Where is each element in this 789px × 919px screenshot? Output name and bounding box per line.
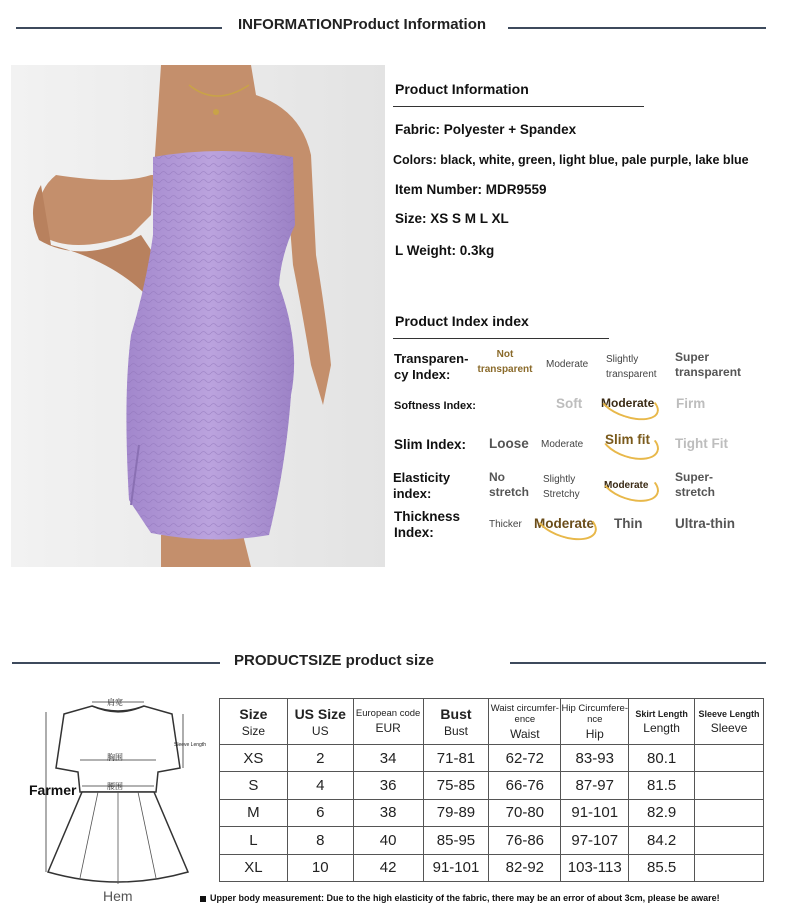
table-cell: XS: [220, 745, 288, 772]
column-header: Bust Bust: [423, 699, 489, 745]
table-row: [220, 827, 764, 854]
elasticity-option-moderate: Moderate: [604, 480, 649, 491]
slim-option-loose: Loose: [489, 436, 529, 451]
size-table-header: [220, 699, 764, 745]
table-cell: [695, 772, 764, 799]
thickness-option-ultra-thin: Ultra-thin: [675, 516, 735, 531]
softness-option-firm: Firm: [676, 396, 706, 411]
table-cell: 83-93: [561, 745, 629, 772]
table-row: [220, 799, 764, 826]
size-text: Size: XS S M L XL: [395, 211, 509, 226]
table-cell: 40: [353, 827, 423, 854]
table-cell: 36: [353, 772, 423, 799]
note-text: Upper body measurement: Due to the high elasticity of the fabric, there may be an error of about 3cm, please be aware!: [210, 893, 720, 903]
table-cell: 10: [287, 854, 353, 881]
column-header: Size Size: [220, 699, 288, 745]
table-cell: 87-97: [561, 772, 629, 799]
table-cell: 34: [353, 745, 423, 772]
bust-label: 胸围: [107, 753, 123, 762]
item-number-text: Item Number: MDR9559: [395, 182, 547, 197]
table-cell: 103-113: [561, 854, 629, 881]
column-header: European code EUR: [353, 699, 423, 745]
slim-option-moderate: Moderate: [541, 439, 584, 450]
column-header: US Size US: [287, 699, 353, 745]
softness-option-soft: Soft: [556, 396, 583, 411]
slim-label: Slim Index:: [394, 437, 467, 452]
table-cell: [695, 799, 764, 826]
transparency-option-not-transparent: Not transparent: [477, 349, 533, 375]
table-cell: 6: [287, 799, 353, 826]
transparency-option-super-transparent: Super transparent: [675, 350, 742, 379]
table-cell: L: [220, 827, 288, 854]
farmer-label: Farmer: [29, 782, 77, 798]
index-heading-rule: [393, 338, 609, 339]
elasticity-option-super-stretch: Super-stretch: [675, 470, 716, 499]
table-cell: 8: [287, 827, 353, 854]
table-cell: 84.2: [629, 827, 695, 854]
page-title: INFORMATIONProduct Information: [238, 16, 487, 33]
thickness-option-moderate: Moderate: [534, 516, 595, 531]
table-cell: 79-89: [423, 799, 489, 826]
info-heading: Product Information: [395, 81, 529, 97]
table-cell: 85-95: [423, 827, 489, 854]
elasticity-label: Elasticity index:: [393, 470, 451, 501]
info-heading-rule: [393, 106, 644, 107]
product-photo: [11, 65, 385, 567]
dress-model-image: [11, 65, 385, 567]
elasticity-highlight: [597, 460, 664, 509]
table-cell: 62-72: [489, 745, 561, 772]
elasticity-option-slightly-stretchy: Slightly Stretchy: [543, 474, 580, 500]
column-header: Skirt Length Length: [629, 699, 695, 745]
index-heading: Product Index index: [395, 313, 529, 329]
table-cell: 97-107: [561, 827, 629, 854]
softness-option-moderate: Moderate: [601, 396, 655, 410]
note-bullet: [200, 896, 206, 902]
transparency-option-moderate: Moderate: [546, 359, 589, 370]
table-cell: 76-86: [489, 827, 561, 854]
column-header: Sleeve Length Sleeve: [695, 699, 764, 745]
fabric-text: Fabric: Polyester + Spandex: [395, 122, 577, 137]
table-cell: XL: [220, 854, 288, 881]
table-cell: [695, 854, 764, 881]
table-cell: 80.1: [629, 745, 695, 772]
hem-label: Hem: [103, 888, 133, 904]
table-cell: S: [220, 772, 288, 799]
thickness-option-thin: Thin: [614, 516, 643, 531]
header-rule-left: [16, 27, 222, 29]
waist-label: 腰围: [107, 782, 123, 791]
thickness-highlight: [531, 497, 602, 547]
table-cell: M: [220, 799, 288, 826]
slim-highlight: [597, 418, 664, 467]
table-cell: 66-76: [489, 772, 561, 799]
table-cell: 75-85: [423, 772, 489, 799]
size-table: [219, 698, 764, 882]
thickness-option-thicker: Thicker: [489, 519, 522, 530]
measurement-note: [200, 893, 720, 903]
column-header: Waist circumfer-ence Waist: [489, 699, 561, 745]
table-row: [220, 745, 764, 772]
thickness-label: Thickness Index:: [394, 509, 461, 540]
table-cell: 42: [353, 854, 423, 881]
table-cell: [695, 745, 764, 772]
transparency-label: Transparen-cy Index:: [394, 351, 469, 382]
table-cell: 85.5: [629, 854, 695, 881]
table-cell: 70-80: [489, 799, 561, 826]
colors-text: Colors: black, white, green, light blue, pale purple, lake blue: [393, 153, 749, 167]
softness-label: Softness Index:: [394, 400, 476, 412]
table-cell: 91-101: [423, 854, 489, 881]
size-header-rule-left: [12, 662, 220, 664]
table-row: [220, 854, 764, 881]
slim-option-tight-fit: Tight Fit: [675, 436, 728, 451]
table-row: [220, 772, 764, 799]
table-cell: 2: [287, 745, 353, 772]
column-header: Hip Circumfere-nce Hip: [561, 699, 629, 745]
header-rule-right: [508, 27, 766, 29]
slim-option-slim-fit: Slim fit: [605, 432, 651, 447]
shoulder-label: 肩宽: [107, 698, 123, 707]
sleeve-label: Sleeve Length: [174, 742, 206, 748]
table-cell: 82-92: [489, 854, 561, 881]
weight-text: L Weight: 0.3kg: [395, 243, 495, 258]
size-section-title: PRODUCTSIZE product size: [234, 652, 435, 669]
table-cell: 91-101: [561, 799, 629, 826]
table-cell: 82.9: [629, 799, 695, 826]
elasticity-option-no-stretch: No stretch: [489, 470, 530, 499]
size-header-rule-right: [510, 662, 766, 664]
table-cell: 71-81: [423, 745, 489, 772]
transparency-option-slightly-transparent: Slightly transparent: [606, 354, 657, 380]
table-cell: [695, 827, 764, 854]
table-cell: 81.5: [629, 772, 695, 799]
softness-highlight: [595, 379, 663, 427]
table-cell: 4: [287, 772, 353, 799]
table-cell: 38: [353, 799, 423, 826]
